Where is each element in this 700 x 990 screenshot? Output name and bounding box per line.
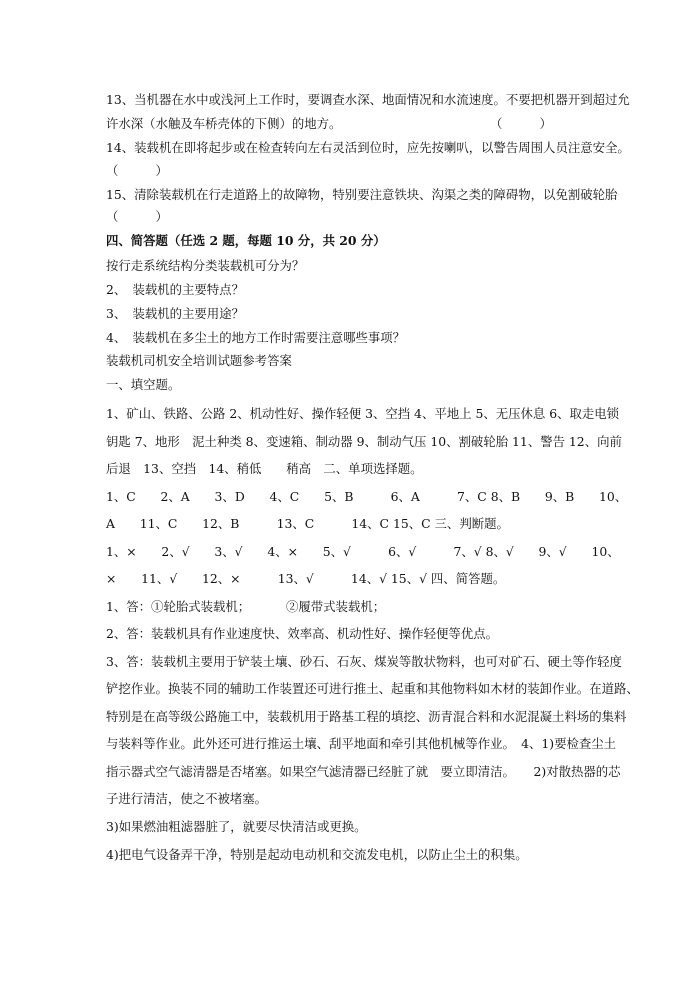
answer-blank-14: （ ）	[106, 163, 168, 178]
answers-title: 装载机司机安全培训试题参考答案	[106, 353, 292, 368]
short-question-3: 3、 装载机的主要用途？	[106, 306, 244, 321]
question-13-line-1: 13、当机器在水中或浅河上工作时，要调查水深、地面情况和水流速度。不要把机器开到超过允	[106, 92, 630, 107]
answer-1-part-a: 1、答：①轮胎式装载机；	[106, 599, 251, 614]
short-question-2: 2、 装载机的主要特点？	[106, 282, 244, 297]
answer-4-line-2: 子进行清洁，使之不被堵塞。	[106, 791, 268, 806]
fill-answers-line-2: 钥匙 7、地形 泥土种类 8、变速箱、制动器 9、制动气压 10、割破轮胎 11、警告 12、向前	[106, 434, 622, 449]
answer-blank-13: （ ）	[490, 116, 552, 131]
answer-3-line-2: 铲挖作业。换装不同的辅助工作装置还可进行推土、起重和其他物料如木材的装卸作业。在道路、	[106, 681, 639, 696]
answer-1-part-b: ②履带式装载机；	[286, 599, 386, 614]
judge-answers-line-1: 1、× 2、√ 3、√ 4、× 5、√ 6、√ 7、√ 8、√ 9、√ 10、	[106, 544, 620, 559]
question-14-line-1: 14、装载机在即将起步或在检查转向左右灵活到位时，应先按喇叭，以警告周围人员注意安全。	[106, 140, 630, 155]
fill-blank-heading: 一、填空题。	[106, 377, 181, 392]
section-4-heading: 四、简答题（任选 2 题，每题 10 分，共 20 分）	[106, 233, 386, 248]
question-13-line-2: 许水深（水触及车桥壳体的下侧）的地方。	[106, 116, 342, 131]
choice-answers-line-1: 1、C 2、A 3、D 4、C 5、B 6、A 7、C 8、B 9、B 10、	[106, 489, 628, 504]
answer-4-line-1: 指示器式空气滤清器是否堵塞。如果空气滤清器已经脏了就 要立即清洁。 2)对散热器的芯	[106, 764, 621, 779]
choice-answers-line-2: A 11、C 12、B 13、C 14、C 15、C 三、判断题。	[106, 516, 509, 531]
answer-4-line-4: 4)把电气设备弄干净，特别是起动电动机和交流发电机，以防止尘土的积集。	[106, 847, 528, 862]
question-15-line-1: 15、清除装载机在行走道路上的故障物，特别要注意铁块、沟渠之类的障碍物，以免割破轮胎	[106, 187, 618, 202]
answer-blank-15: （ ）	[106, 209, 168, 224]
short-question-1: 按行走系统结构分类装载机可分为？	[106, 258, 305, 273]
short-question-4: 4、 装载机在多尘土的地方工作时需要注意哪些事项？	[106, 330, 406, 345]
answer-4-line-3: 3)如果燃油粗滤器脏了，就要尽快清洁或更换。	[106, 819, 367, 834]
answer-3-line-1: 3、答：装载机主要用于铲装土壤、砂石、石灰、煤炭等散状物料，也可对矿石、硬土等作轻度	[106, 654, 622, 669]
answer-2: 2、答：装载机具有作业速度快、效率高、机动性好、操作轻便等优点。	[106, 626, 498, 641]
judge-answers-line-2: × 11、√ 12、× 13、√ 14、√ 15、√ 四、简答题。	[106, 571, 506, 586]
fill-answers-line-3: 后退 13、空挡 14、稍低 稍高 二、单项选择题。	[106, 461, 423, 476]
answer-3-line-3: 特别是在高等级公路施工中，装载机用于路基工程的填挖、沥青混合料和水泥混凝土料场的集料	[106, 709, 627, 724]
answer-3-line-4: 与装料等作业。此外还可进行推运土壤、刮平地面和牵引其他机械等作业。 4、1)要检查尘土	[106, 736, 617, 751]
fill-answers-line-1: 1、矿山、铁路、公路 2、机动性好、操作轻便 3、空挡 4、平地上 5、无压休息 6、取走电锁	[106, 406, 620, 421]
